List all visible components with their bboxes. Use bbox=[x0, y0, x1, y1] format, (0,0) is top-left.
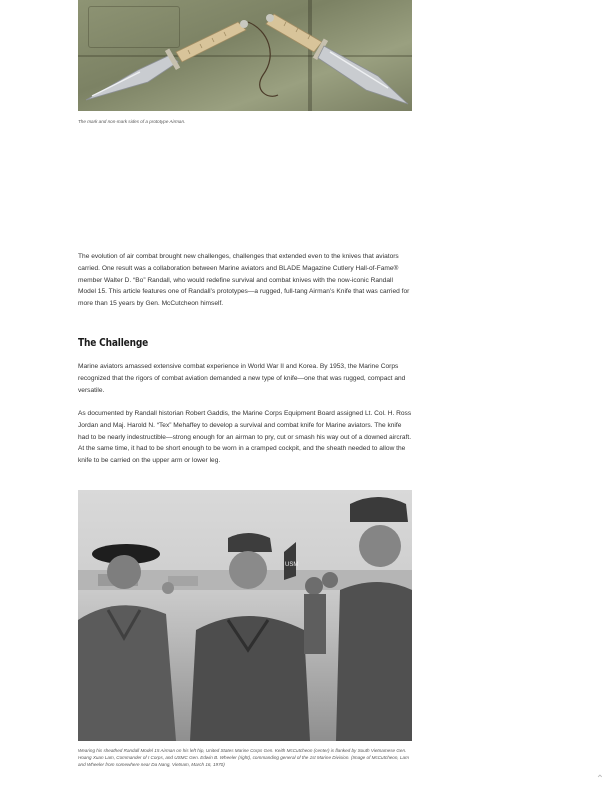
knife-photo bbox=[78, 0, 412, 111]
chevron-up-icon: ⌃ bbox=[595, 774, 605, 785]
generals-photo bbox=[78, 490, 412, 741]
intro-paragraph: The evolution of air combat brought new challenges, challenges that extended even to the knives that aviators carried. One result was a collaboration between Marine aviators and BLADE Magazine Cutlery Hall-of-Fame® member Walter D. “Bo” Randall, who would redefine survival and combat knives with the now-iconic Randall Model 15. This article features one of Randall’s prototypes—a rugged, full-tang Airman’s Knife that was carried for more than 15 years by Gen. McCutcheon himself. bbox=[78, 253, 410, 308]
scroll-to-top-button[interactable] bbox=[594, 774, 606, 786]
figure-caption: The mark and non-mark sides of a prototype Airman. bbox=[78, 119, 186, 124]
body-paragraph: As documented by Randall historian Robert Gaddis, the Marine Corps Equipment Board assigned Lt. Col. H. Ross Jordan and Maj. Harold N. “Tex” Mehaffey to develop a survival and combat knife for Marine aviators. The knife had to be nearly indestructible—strong enough for an airman to pry, cut or smash his way out of a downed aircraft. At the same time, it had to be short enough to be worn in a cramped cockpit, and the sheath needed to allow the knife to be carried on the upper arm or lower leg. bbox=[78, 410, 412, 465]
section-heading: The Challenge bbox=[78, 336, 149, 349]
photo-caption: Wearing his sheathed Randall Model 15 Airman on his left hip, United States Marine Corps Gen. Keith McCutcheon (center) is flanked by South Vietnamese Gen. Hoang Xuan Lam, Commander of I Corps, and USMC Gen. Edwin B. Wheeler (right), commanding general of the 1st Marine Division. (Image of McCutcheon, Lam and Wheeler from somewhere near Da Nang, Vietnam, March 16, 1970) bbox=[78, 748, 409, 767]
flag-text: USM bbox=[285, 562, 299, 568]
knives-illustration bbox=[78, 0, 412, 111]
generals-illustration bbox=[78, 490, 412, 741]
body-paragraph: Marine aviators amassed extensive combat experience in World War II and Korea. By 1953, the Marine Corps recognized that the rigors of combat aviation demanded a new type of knife—one that was rugged, compact and versatile. bbox=[78, 363, 406, 394]
